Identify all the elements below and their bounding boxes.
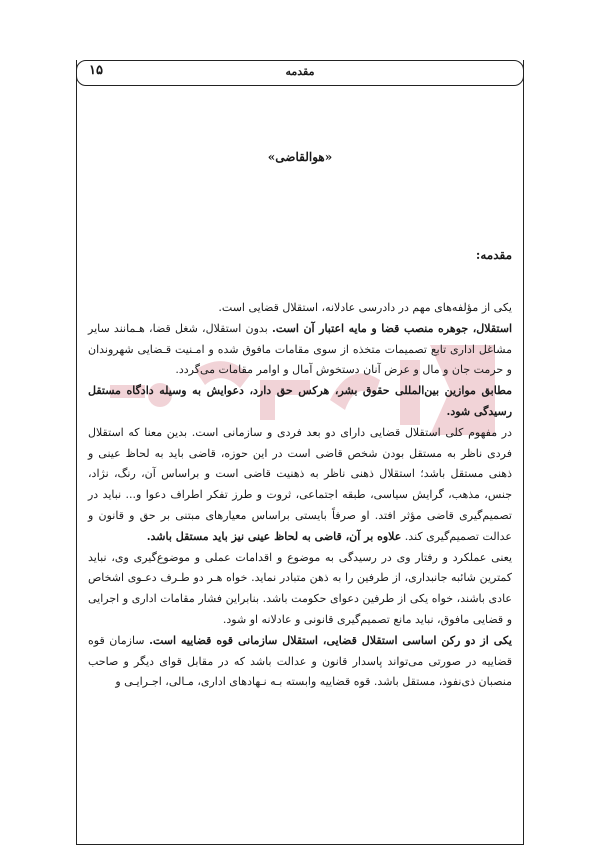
paragraph xyxy=(88,423,512,548)
paragraph-bold-text: مطابق موازین بین‌المللی حقوق بشر، هرکس حق دارد، دعوایش به وسیله دادگاه مستقل رسیدگی شود. xyxy=(88,384,512,418)
basmala: «هوالقاضی» xyxy=(267,150,333,164)
paragraph-text: یعنی عملکرد و رفتار وی در رسیدگی به موضوع و اقدامات عملی و موضوع‌گیری وی، نباید کمترین شائبه جانبداری، از طرفین را به ذهن متبادر نماید. خواه هـر دو طـرف دعـوی اشخاص عادی باشند، خواه یکی از طرفین دعوای حکومت باشد. بنابراین فشار مقامات اداری و اجرایی و قضایی مافوق، نباید مانع تصمیم‌گیری قانونی و عادلانه او شود. xyxy=(88,550,513,626)
running-header-title: مقدمه xyxy=(285,65,315,78)
section-heading: مقدمه: xyxy=(475,248,512,262)
paragraph-text: یکی از مؤلفه‌های مهم در دادرسی عادلانه، استقلال قضایی است. xyxy=(218,301,512,314)
paragraph xyxy=(88,381,512,423)
paragraph-text: بدون استقلال، شغل قضا، هـمانند سایر مشاغل اداری تابع تصمیمات متخذه از سوی مقامات مافوق شده و امـنیت قـضایی شهروندان و حرمت جان و مال و عرض آنان دستخوش آمال و اوامر مقامات می‌گردد. xyxy=(88,321,512,377)
paragraph xyxy=(88,298,512,319)
paragraph-text: در مفهوم کلی استقلال قضایی دارای دو بعد فردی و سازمانی است. بدین معنا که استقلال فردی ناظر به مستقل بودن شخص قاضی است در این حوزه، قاضی باید به لحاظ عینی و ذهنی مستقل باشد؛ استقلال ذهنی ناظر به ذهنیت قاضی است و براساس آن، رنگ، نژاد، جنس، مذهب، گرایش سیاسی، طبقه اجتماعی، ثروت و طرز تفکر اطراف دعوا و... نباید در تصمیم‌گیری قاضی مؤثر افتد. او صرفاً بایستی براساس معیارهای مبتنی بر حق و قانون و عدالت تصمیم‌گیری کند. xyxy=(88,425,512,543)
paragraph-bold-text: علاوه بر آن، قاضی به لحاظ عینی نیز باید مستقل باشد. xyxy=(146,529,402,543)
paragraph xyxy=(88,548,512,631)
paragraph-bold-text: یکی از دو رکن اساسی استقلال قضایی، استقلال سازمانی قوه قضاییه است. xyxy=(149,633,512,647)
paragraph-text: سازمان قوه قضاییه در صورتی می‌تواند پاسدار قانون و عدالت باشد که در مقابل قوای دیگر و صاحب منصبان ذی‌نفوذ، مستقل باشد. قوه قضاییه وابسته بـه نـهادهای اداری، مـالی، اجـرایـی و xyxy=(88,633,512,689)
page-content xyxy=(88,92,512,693)
body-text xyxy=(88,298,512,693)
page-number: ۱۵ xyxy=(89,63,103,78)
paragraph xyxy=(88,631,512,693)
running-header xyxy=(76,60,524,86)
paragraph-bold-text: استقلال، جوهره منصب قضا و مایه اعتبار آن است. xyxy=(271,321,512,335)
paragraph xyxy=(88,319,512,381)
